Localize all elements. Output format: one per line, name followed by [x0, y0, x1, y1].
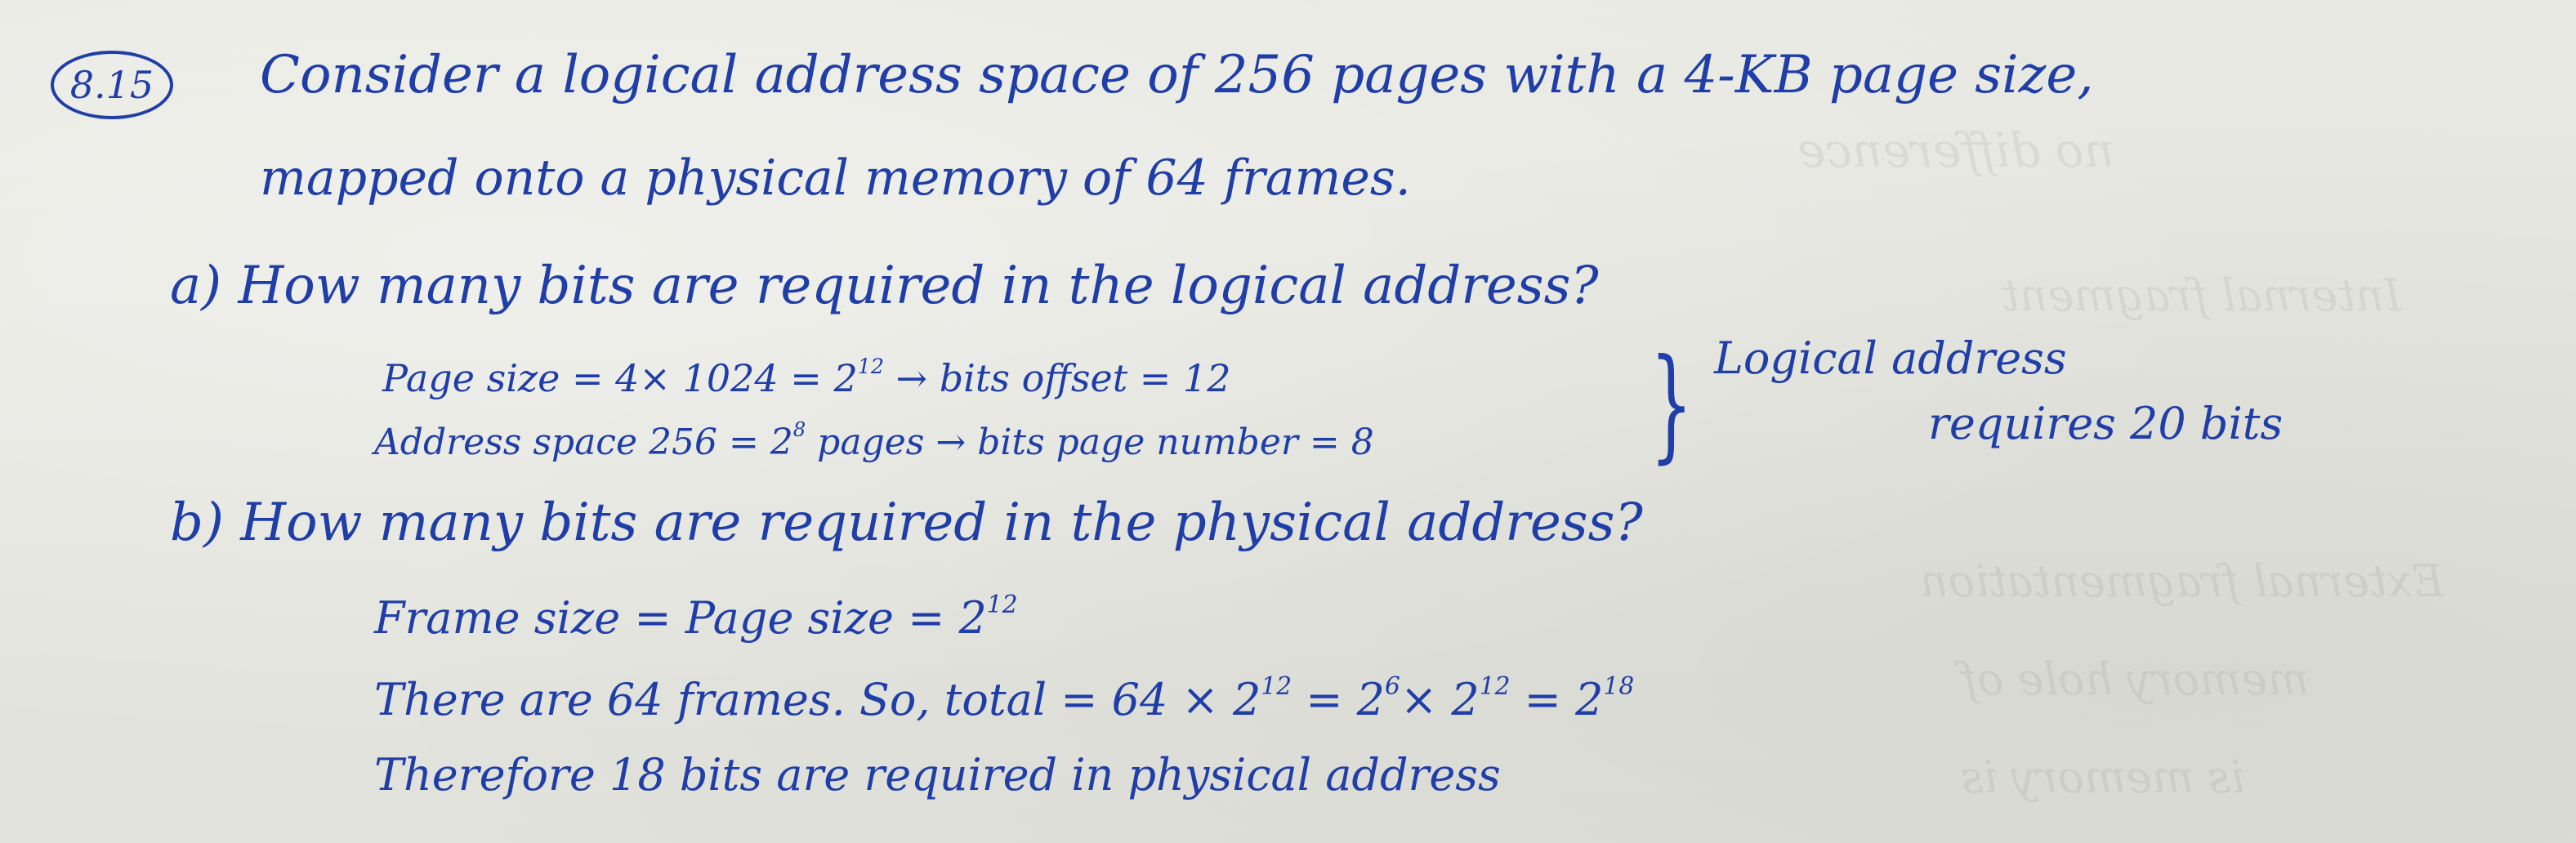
part-b-question: b) How many bits are required in the physical address?	[170, 493, 1643, 553]
address-space-text: Address space 256 = 2	[374, 422, 793, 463]
frames-exp-4: 18	[1603, 672, 1635, 701]
problem-number: 8.15	[69, 63, 154, 107]
frames-exp-3: 12	[1479, 672, 1511, 701]
problem-statement-line-1: Consider a logical address space of 256 pages with a 4-KB page size,	[260, 45, 2094, 105]
frames-exp-1: 12	[1261, 672, 1292, 701]
address-space-line	[374, 418, 1374, 463]
address-space-exponent: 8	[792, 418, 806, 442]
frames-text-3: × 2	[1400, 674, 1480, 725]
problem-number-circle	[51, 51, 173, 119]
problem-statement-line-2: mapped onto a physical memory of 64 frames.	[260, 149, 1411, 207]
frames-exp-2: 6	[1385, 672, 1400, 701]
bleed-through-text: External fragmentation	[1920, 555, 2444, 607]
frame-size-line	[374, 591, 1018, 644]
physical-address-conclusion: Therefore 18 bits are required in physical address	[374, 749, 1501, 801]
frame-size-exponent: 12	[986, 591, 1018, 619]
bleed-through-text: is memory is	[1961, 752, 2245, 803]
bleed-through-text: no difference	[1797, 123, 2115, 178]
page-size-line	[382, 354, 1231, 400]
address-space-tail: pages → bits page number = 8	[806, 422, 1374, 463]
frames-text-2: = 2	[1292, 674, 1386, 725]
bleed-through-text: memory hole of	[1961, 653, 2310, 705]
page-size-exponent: 12	[857, 354, 884, 378]
page-size-text: Page size = 4× 1024 = 2	[382, 356, 858, 400]
bleed-through-text: Internal fragment	[2002, 270, 2402, 321]
logical-address-conclusion-1: Logical address	[1714, 332, 2067, 384]
frames-text-1: There are 64 frames. So, total = 64 × 2	[374, 674, 1261, 725]
frame-size-text: Frame size = Page size = 2	[374, 592, 987, 644]
part-a-question: a) How many bits are required in the logical address?	[170, 256, 1599, 316]
frames-total-line	[374, 672, 1635, 725]
page-size-tail: → bits offset = 12	[883, 356, 1231, 400]
frames-text-4: = 2	[1510, 674, 1604, 725]
logical-address-conclusion-2: requires 20 bits	[1928, 398, 2284, 449]
curly-brace: }	[1650, 333, 1693, 475]
